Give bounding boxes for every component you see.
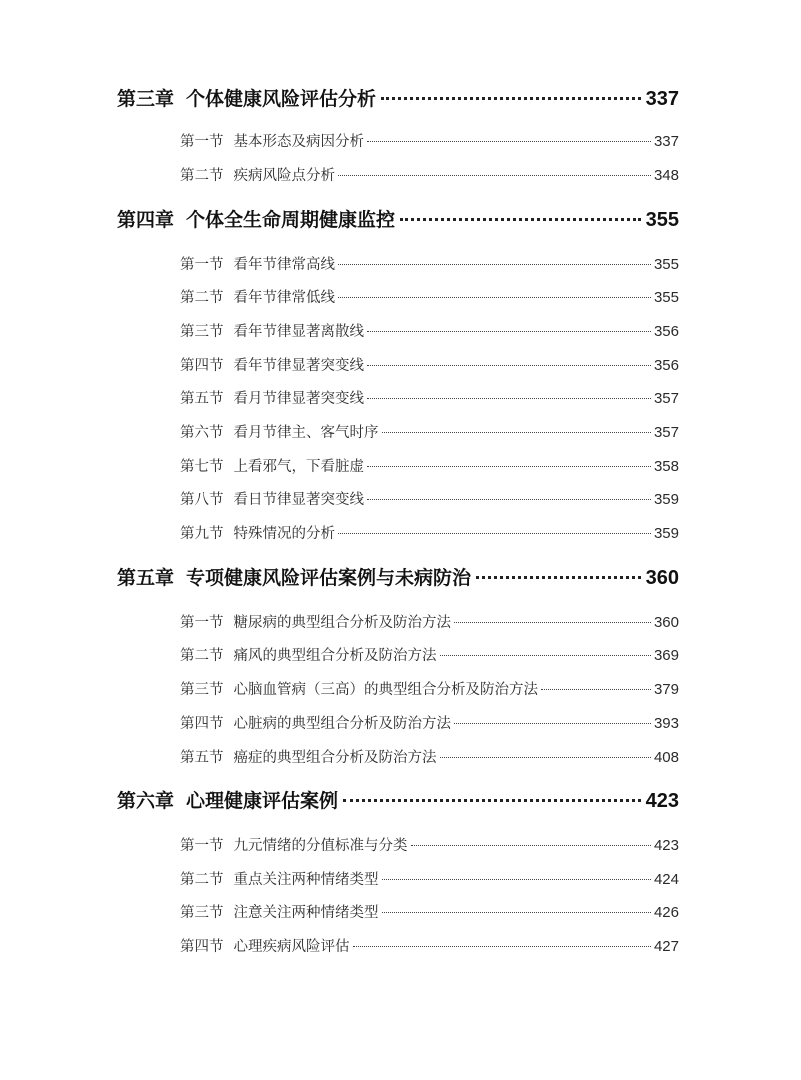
section-title: 心脏病的典型组合分析及防治方法 — [233, 716, 451, 732]
section-title: 心脑血管病（三高）的典型组合分析及防治方法 — [233, 682, 538, 698]
section-number: 第五节 — [180, 391, 224, 407]
chapter-title: 专项健康风险评估案例与未病防治 — [186, 567, 472, 589]
section-title: 九元情绪的分值标准与分类 — [233, 838, 408, 854]
section-title: 看年节律显著离散线 — [233, 324, 364, 340]
section-number: 第七节 — [180, 459, 224, 475]
toc-section[interactable] — [180, 387, 679, 408]
toc-section[interactable] — [180, 421, 679, 442]
section-title: 基本形态及病因分析 — [233, 134, 364, 150]
chapter-number: 第五章 — [117, 567, 175, 589]
leader-dots — [411, 845, 651, 846]
section-number: 第一节 — [180, 838, 224, 854]
section-title: 疾病风险点分析 — [233, 168, 335, 184]
section-title: 看月节律显著突变线 — [233, 391, 364, 407]
leader-dots — [338, 297, 651, 298]
chapter-title: 个体全生命周期健康监控 — [186, 209, 396, 231]
toc-section[interactable] — [180, 286, 679, 307]
section-title: 痛风的典型组合分析及防治方法 — [233, 648, 437, 664]
section-title: 特殊情况的分析 — [233, 526, 335, 542]
leader-dots — [367, 331, 651, 332]
section-page-number: 408 — [653, 749, 679, 766]
toc-section[interactable] — [180, 901, 679, 922]
chapter-title: 个体健康风险评估分析 — [186, 88, 377, 110]
section-page-number: 379 — [653, 681, 679, 698]
leader-dots — [353, 946, 651, 947]
section-page-number: 357 — [653, 424, 679, 441]
toc-section[interactable] — [180, 935, 679, 956]
section-page-number: 337 — [653, 133, 679, 150]
section-number: 第一节 — [180, 615, 224, 631]
leader-dots — [476, 576, 641, 579]
toc-section[interactable] — [180, 678, 679, 699]
section-number: 第二节 — [180, 648, 224, 664]
section-page-number: 423 — [653, 837, 679, 854]
section-title: 上看邪气，下看脏虚 — [233, 459, 364, 475]
leader-dots — [338, 264, 651, 265]
section-title: 心理疾病风险评估 — [233, 939, 350, 955]
chapter-page-number: 360 — [645, 567, 679, 589]
toc-section[interactable] — [180, 320, 679, 341]
toc-section[interactable] — [180, 164, 679, 185]
leader-dots — [382, 912, 651, 913]
leader-dots — [367, 499, 651, 500]
toc-section[interactable] — [180, 522, 679, 543]
leader-dots — [440, 655, 651, 656]
toc-section[interactable] — [180, 611, 679, 632]
leader-dots — [382, 432, 651, 433]
toc-section[interactable] — [180, 868, 679, 889]
section-page-number: 359 — [653, 491, 679, 508]
leader-dots — [440, 757, 651, 758]
section-page-number: 426 — [653, 904, 679, 921]
section-number: 第八节 — [180, 492, 224, 508]
toc-section[interactable] — [180, 455, 679, 476]
toc-section[interactable] — [180, 130, 679, 151]
section-number: 第二节 — [180, 290, 224, 306]
leader-dots — [367, 141, 651, 142]
leader-dots — [454, 622, 651, 623]
section-number: 第三节 — [180, 324, 224, 340]
leader-dots — [367, 398, 651, 399]
leader-dots — [400, 218, 641, 221]
section-number: 第三节 — [180, 682, 224, 698]
section-title: 看月节律主、客气时序 — [233, 425, 379, 441]
section-title: 看日节律显著突变线 — [233, 492, 364, 508]
chapter-page-number: 423 — [645, 790, 679, 812]
section-page-number: 359 — [653, 525, 679, 542]
section-title: 看年节律常高线 — [233, 257, 335, 273]
section-page-number: 357 — [653, 390, 679, 407]
section-page-number: 356 — [653, 323, 679, 340]
toc-section[interactable] — [180, 354, 679, 375]
leader-dots — [381, 97, 641, 100]
section-number: 第九节 — [180, 526, 224, 542]
toc-section[interactable] — [180, 712, 679, 733]
chapter-number: 第六章 — [117, 790, 175, 812]
section-page-number: 360 — [653, 614, 679, 631]
leader-dots — [382, 879, 651, 880]
section-page-number: 348 — [653, 167, 679, 184]
section-number: 第一节 — [180, 134, 224, 150]
toc-section[interactable] — [180, 834, 679, 855]
toc-chapter-6[interactable] — [117, 786, 679, 813]
toc-chapter-4[interactable] — [117, 205, 679, 232]
section-page-number: 427 — [653, 938, 679, 955]
leader-dots — [541, 689, 651, 690]
section-title: 看年节律显著突变线 — [233, 358, 364, 374]
section-page-number: 424 — [653, 871, 679, 888]
toc-chapter-5[interactable] — [117, 563, 679, 590]
section-number: 第二节 — [180, 872, 224, 888]
toc-section[interactable] — [180, 644, 679, 665]
section-number: 第三节 — [180, 905, 224, 921]
toc-section[interactable] — [180, 253, 679, 274]
toc-section[interactable] — [180, 746, 679, 767]
chapter-number: 第四章 — [117, 209, 175, 231]
section-title: 重点关注两种情绪类型 — [233, 872, 379, 888]
section-page-number: 358 — [653, 458, 679, 475]
section-number: 第四节 — [180, 358, 224, 374]
section-number: 第二节 — [180, 168, 224, 184]
chapter-page-number: 337 — [645, 88, 679, 110]
section-page-number: 369 — [653, 647, 679, 664]
chapter-page-number: 355 — [645, 209, 679, 231]
section-number: 第六节 — [180, 425, 224, 441]
chapter-title: 心理健康评估案例 — [186, 790, 339, 812]
leader-dots — [367, 466, 651, 467]
section-title: 糖尿病的典型组合分析及防治方法 — [233, 615, 451, 631]
leader-dots — [338, 533, 651, 534]
leader-dots — [338, 175, 651, 176]
leader-dots — [367, 365, 651, 366]
toc-section[interactable] — [180, 488, 679, 509]
chapter-number: 第三章 — [117, 88, 175, 110]
section-number: 第四节 — [180, 716, 224, 732]
toc-chapter-3[interactable] — [117, 84, 679, 111]
leader-dots — [343, 799, 641, 802]
section-number: 第一节 — [180, 257, 224, 273]
section-title: 癌症的典型组合分析及防治方法 — [233, 750, 437, 766]
section-page-number: 355 — [653, 256, 679, 273]
section-page-number: 356 — [653, 357, 679, 374]
section-page-number: 393 — [653, 715, 679, 732]
section-page-number: 355 — [653, 289, 679, 306]
leader-dots — [454, 723, 651, 724]
section-title: 注意关注两种情绪类型 — [233, 905, 379, 921]
section-title: 看年节律常低线 — [233, 290, 335, 306]
section-number: 第五节 — [180, 750, 224, 766]
section-number: 第四节 — [180, 939, 224, 955]
